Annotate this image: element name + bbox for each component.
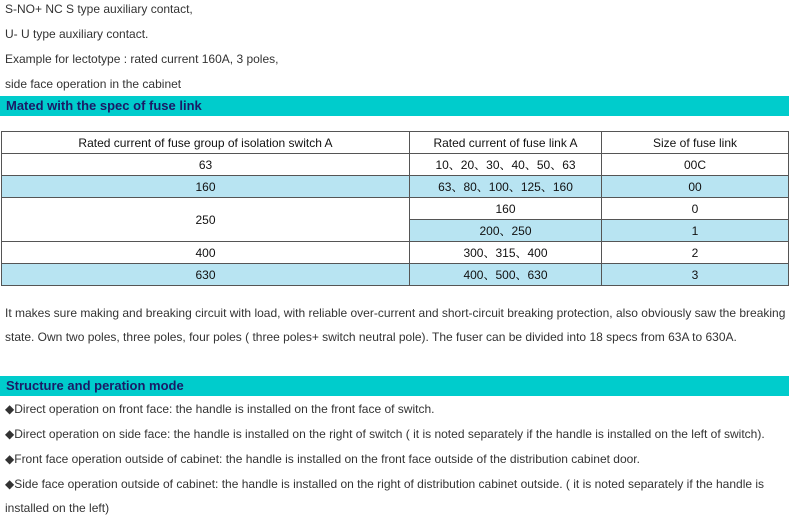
bullet-text: Front face operation outside of cabinet: the handle is installed on the front face outside of the distribution cabinet door. (14, 452, 640, 466)
intro-line-1: S-NO+ NC S type auxiliary contact, (5, 2, 193, 16)
cell-link-current: 300、315、400 (410, 242, 602, 264)
table-row (2, 198, 789, 220)
header-link-current: Rated current of fuse link A (410, 132, 602, 154)
fuse-spec-table (1, 131, 789, 286)
table-row (2, 176, 789, 198)
diamond-bullet-icon: ◆ (5, 427, 15, 441)
bullet-item (5, 447, 789, 471)
intro-line-3: Example for lectotype : rated current 160A, 3 poles, (5, 52, 279, 66)
header-link-size: Size of fuse link (602, 132, 789, 154)
cell-link-size: 2 (602, 242, 789, 264)
cell-link-current: 10、20、30、40、50、63 (410, 154, 602, 176)
cell-group-current: 160 (2, 176, 410, 198)
intro-line-4: side face operation in the cabinet (5, 77, 182, 91)
section-heading-fuse-spec: Mated with the spec of fuse link (0, 96, 789, 116)
cell-link-current: 63、80、100、125、160 (410, 176, 602, 198)
diamond-bullet-icon: ◆ (5, 477, 15, 491)
description-paragraph: It makes sure making and breaking circuit with load, with reliable over-current and short-circuit breaking protection, also obviously saw the breaking state. Own two poles, three poles, four poles ( three poles+ switch neutral pole). The fuser can be divided into 18 specs from 63A to 630A. (5, 306, 786, 344)
bullet-item (5, 397, 789, 421)
cell-link-size: 1 (602, 220, 789, 242)
cell-group-current: 400 (2, 242, 410, 264)
cell-link-size: 0 (602, 198, 789, 220)
table-row (2, 242, 789, 264)
cell-link-current: 400、500、630 (410, 264, 602, 286)
bullet-item (5, 472, 789, 520)
intro-line-2: U- U type auxiliary contact. (5, 27, 149, 41)
cell-link-size: 00C (602, 154, 789, 176)
table-row (2, 264, 789, 286)
cell-link-current: 200、250 (410, 220, 602, 242)
cell-group-current: 63 (2, 154, 410, 176)
bullet-text: Direct operation on side face: the handle is installed on the right of switch ( it is noted separately if the handle is installed on the left of switch). (14, 427, 765, 441)
bullet-text: Direct operation on front face: the handle is installed on the front face of switch. (14, 402, 435, 416)
header-group-current: Rated current of fuse group of isolation switch A (2, 132, 410, 154)
cell-link-size: 3 (602, 264, 789, 286)
bullet-text: Side face operation outside of cabinet: the handle is installed on the right of distribution cabinet outside. ( it is noted separately if the handle is installed on the left) (5, 477, 765, 515)
cell-link-size: 00 (602, 176, 789, 198)
section-heading-structure: Structure and peration mode (0, 376, 789, 396)
table-header-row (2, 132, 789, 154)
diamond-bullet-icon: ◆ (5, 402, 15, 416)
table-row (2, 154, 789, 176)
cell-link-current: 160 (410, 198, 602, 220)
cell-group-current: 630 (2, 264, 410, 286)
diamond-bullet-icon: ◆ (5, 452, 15, 466)
cell-group-current: 250 (2, 198, 410, 242)
bullet-item (5, 422, 789, 446)
